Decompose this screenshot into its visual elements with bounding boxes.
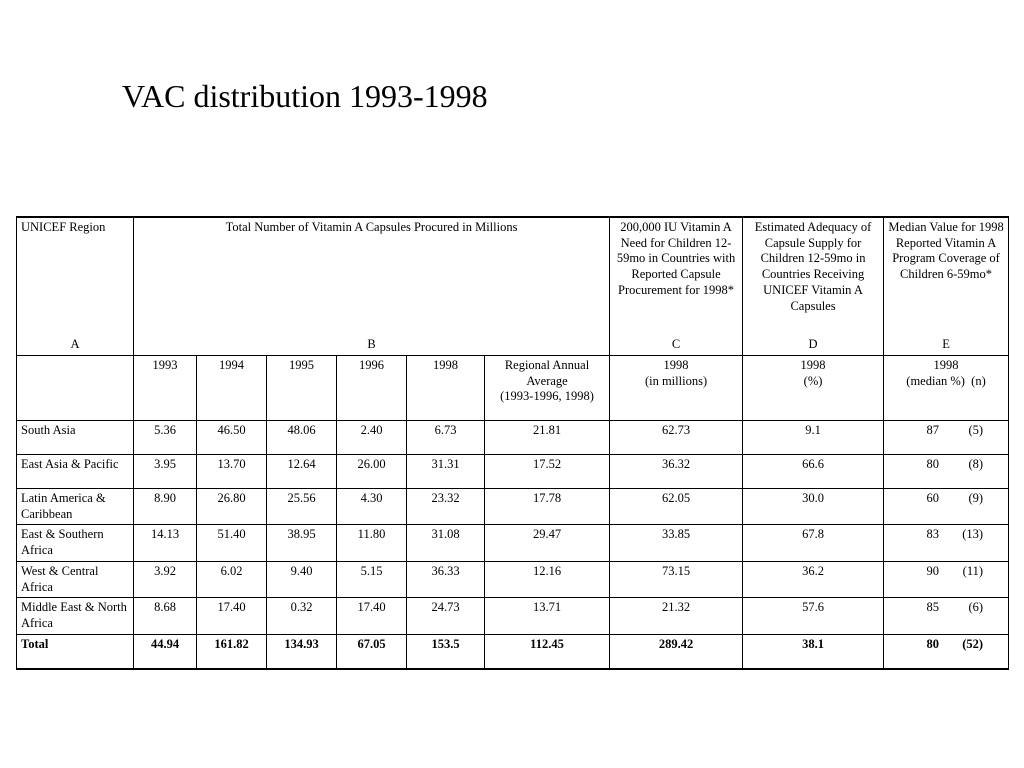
value-cell-1998: 24.73 — [407, 598, 485, 634]
header-adequacy: Estimated Adequacy of Capsule Supply for Children 12-59mo in Countries Receiving UNICEF Vitamin A Capsules — [743, 217, 884, 335]
value-cell-1998: 31.08 — [407, 525, 485, 561]
subheader-average-line1: Regional Annual — [504, 358, 590, 372]
subheader-1995: 1995 — [267, 356, 337, 421]
header-capsules: Total Number of Vitamin A Capsules Procured in Millions — [134, 217, 610, 335]
region-cell: East & Southern Africa — [17, 525, 134, 561]
subheader-d-line2: (%) — [803, 373, 823, 388]
value-cell-1996: 5.15 — [337, 561, 407, 597]
letter-a: A — [17, 335, 134, 356]
subheader-d — [743, 356, 884, 421]
value-cell-adequacy: 66.6 — [743, 455, 884, 489]
letter-b: B — [134, 335, 610, 356]
subheader-average — [485, 356, 610, 421]
value-cell-1994: 46.50 — [197, 421, 267, 455]
value-cell-1996: 26.00 — [337, 455, 407, 489]
value-cell-1993: 3.92 — [134, 561, 197, 597]
value-cell-adequacy: 38.1 — [743, 634, 884, 669]
median-percent: 80 — [926, 636, 940, 651]
subheader-row — [17, 356, 1009, 421]
header-letter-row — [17, 335, 1009, 356]
region-cell: West & Central Africa — [17, 561, 134, 597]
value-cell-1996: 4.30 — [337, 489, 407, 525]
value-cell-adequacy: 57.6 — [743, 598, 884, 634]
value-cell-1995: 0.32 — [267, 598, 337, 634]
value-cell-average: 17.52 — [485, 455, 610, 489]
page-title: VAC distribution 1993-1998 — [122, 78, 488, 114]
region-cell: East Asia & Pacific — [17, 455, 134, 489]
value-cell-1996: 67.05 — [337, 634, 407, 669]
value-cell-adequacy: 36.2 — [743, 561, 884, 597]
median-n: (13) — [962, 527, 984, 542]
value-cell-1996: 11.80 — [337, 525, 407, 561]
value-cell-need: 62.05 — [610, 489, 743, 525]
subheader-d-line1: 1998 — [800, 358, 826, 372]
table-row — [17, 561, 1009, 597]
region-cell: Latin America & Caribbean — [17, 489, 134, 525]
value-cell-1996: 2.40 — [337, 421, 407, 455]
value-cell-need: 73.15 — [610, 561, 743, 597]
median-n: (6) — [968, 600, 984, 615]
value-cell-1995: 48.06 — [267, 421, 337, 455]
value-cell-1993: 8.68 — [134, 598, 197, 634]
median-percent: 80 — [926, 457, 940, 471]
subheader-c-line2: (in millions) — [644, 373, 708, 388]
table-body — [17, 421, 1009, 669]
subheader-1998: 1998 — [407, 356, 485, 421]
subheader-c — [610, 356, 743, 421]
value-cell-1994: 13.70 — [197, 455, 267, 489]
subheader-1996: 1996 — [337, 356, 407, 421]
value-cell-1998: 6.73 — [407, 421, 485, 455]
median-coverage-cell — [884, 489, 1009, 525]
value-cell-average: 112.45 — [485, 634, 610, 669]
value-cell-need: 62.73 — [610, 421, 743, 455]
letter-e: E — [884, 335, 1009, 356]
subheader-e-line1: 1998 — [933, 358, 959, 372]
value-cell-average: 21.81 — [485, 421, 610, 455]
value-cell-1993: 5.36 — [134, 421, 197, 455]
subheader-e — [884, 356, 1009, 421]
subheader-e-line2: (median %) (n) — [906, 373, 986, 388]
total-row — [17, 634, 1009, 669]
median-percent: 85 — [926, 600, 940, 615]
subheader-average-line3: (1993-1996, 1998) — [500, 389, 594, 404]
header-region: UNICEF Region — [17, 217, 134, 335]
median-percent: 83 — [926, 527, 940, 542]
median-n: (9) — [968, 491, 984, 505]
value-cell-1998: 31.31 — [407, 455, 485, 489]
value-cell-1995: 25.56 — [267, 489, 337, 525]
subheader-average-line2: Average — [526, 373, 568, 388]
value-cell-1994: 6.02 — [197, 561, 267, 597]
value-cell-need: 21.32 — [610, 598, 743, 634]
median-coverage-cell — [884, 455, 1009, 489]
median-coverage-cell — [884, 634, 1009, 669]
value-cell-adequacy: 30.0 — [743, 489, 884, 525]
value-cell-1994: 161.82 — [197, 634, 267, 669]
value-cell-need: 289.42 — [610, 634, 743, 669]
value-cell-average: 13.71 — [485, 598, 610, 634]
table-row — [17, 489, 1009, 525]
median-coverage-cell — [884, 598, 1009, 634]
subheader-c-line1: 1998 — [663, 358, 689, 372]
value-cell-need: 33.85 — [610, 525, 743, 561]
median-n: (11) — [962, 563, 984, 578]
subheader-1993: 1993 — [134, 356, 197, 421]
value-cell-1994: 51.40 — [197, 525, 267, 561]
letter-c: C — [610, 335, 743, 356]
value-cell-1993: 3.95 — [134, 455, 197, 489]
median-n: (5) — [968, 423, 984, 437]
table-row — [17, 598, 1009, 634]
value-cell-1993: 14.13 — [134, 525, 197, 561]
median-n: (8) — [968, 457, 984, 471]
value-cell-average: 12.16 — [485, 561, 610, 597]
value-cell-need: 36.32 — [610, 455, 743, 489]
region-cell: Middle East & North Africa — [17, 598, 134, 634]
median-percent: 90 — [926, 563, 940, 578]
value-cell-average: 29.47 — [485, 525, 610, 561]
median-coverage-cell — [884, 561, 1009, 597]
value-cell-1998: 23.32 — [407, 489, 485, 525]
letter-d: D — [743, 335, 884, 356]
subheader-empty — [17, 356, 134, 421]
value-cell-1998: 36.33 — [407, 561, 485, 597]
median-percent: 87 — [926, 423, 940, 437]
median-n: (52) — [962, 636, 984, 651]
table-row — [17, 421, 1009, 455]
region-cell: South Asia — [17, 421, 134, 455]
value-cell-1993: 44.94 — [134, 634, 197, 669]
header-row — [17, 217, 1009, 335]
value-cell-1995: 38.95 — [267, 525, 337, 561]
value-cell-1995: 134.93 — [267, 634, 337, 669]
value-cell-average: 17.78 — [485, 489, 610, 525]
header-need: 200,000 IU Vitamin A Need for Children 12-59mo in Countries with Reported Capsule Procurement for 1998* — [610, 217, 743, 335]
median-percent: 60 — [926, 491, 940, 505]
value-cell-1996: 17.40 — [337, 598, 407, 634]
value-cell-1994: 17.40 — [197, 598, 267, 634]
value-cell-1993: 8.90 — [134, 489, 197, 525]
subheader-1994: 1994 — [197, 356, 267, 421]
value-cell-adequacy: 67.8 — [743, 525, 884, 561]
header-median-coverage: Median Value for 1998 Reported Vitamin A Program Coverage of Children 6-59mo* — [884, 217, 1009, 335]
vac-distribution-table — [16, 216, 1009, 670]
value-cell-1995: 12.64 — [267, 455, 337, 489]
value-cell-1994: 26.80 — [197, 489, 267, 525]
value-cell-adequacy: 9.1 — [743, 421, 884, 455]
region-cell: Total — [17, 634, 134, 669]
value-cell-1998: 153.5 — [407, 634, 485, 669]
value-cell-1995: 9.40 — [267, 561, 337, 597]
table-row — [17, 525, 1009, 561]
table-row — [17, 455, 1009, 489]
median-coverage-cell — [884, 525, 1009, 561]
median-coverage-cell — [884, 421, 1009, 455]
